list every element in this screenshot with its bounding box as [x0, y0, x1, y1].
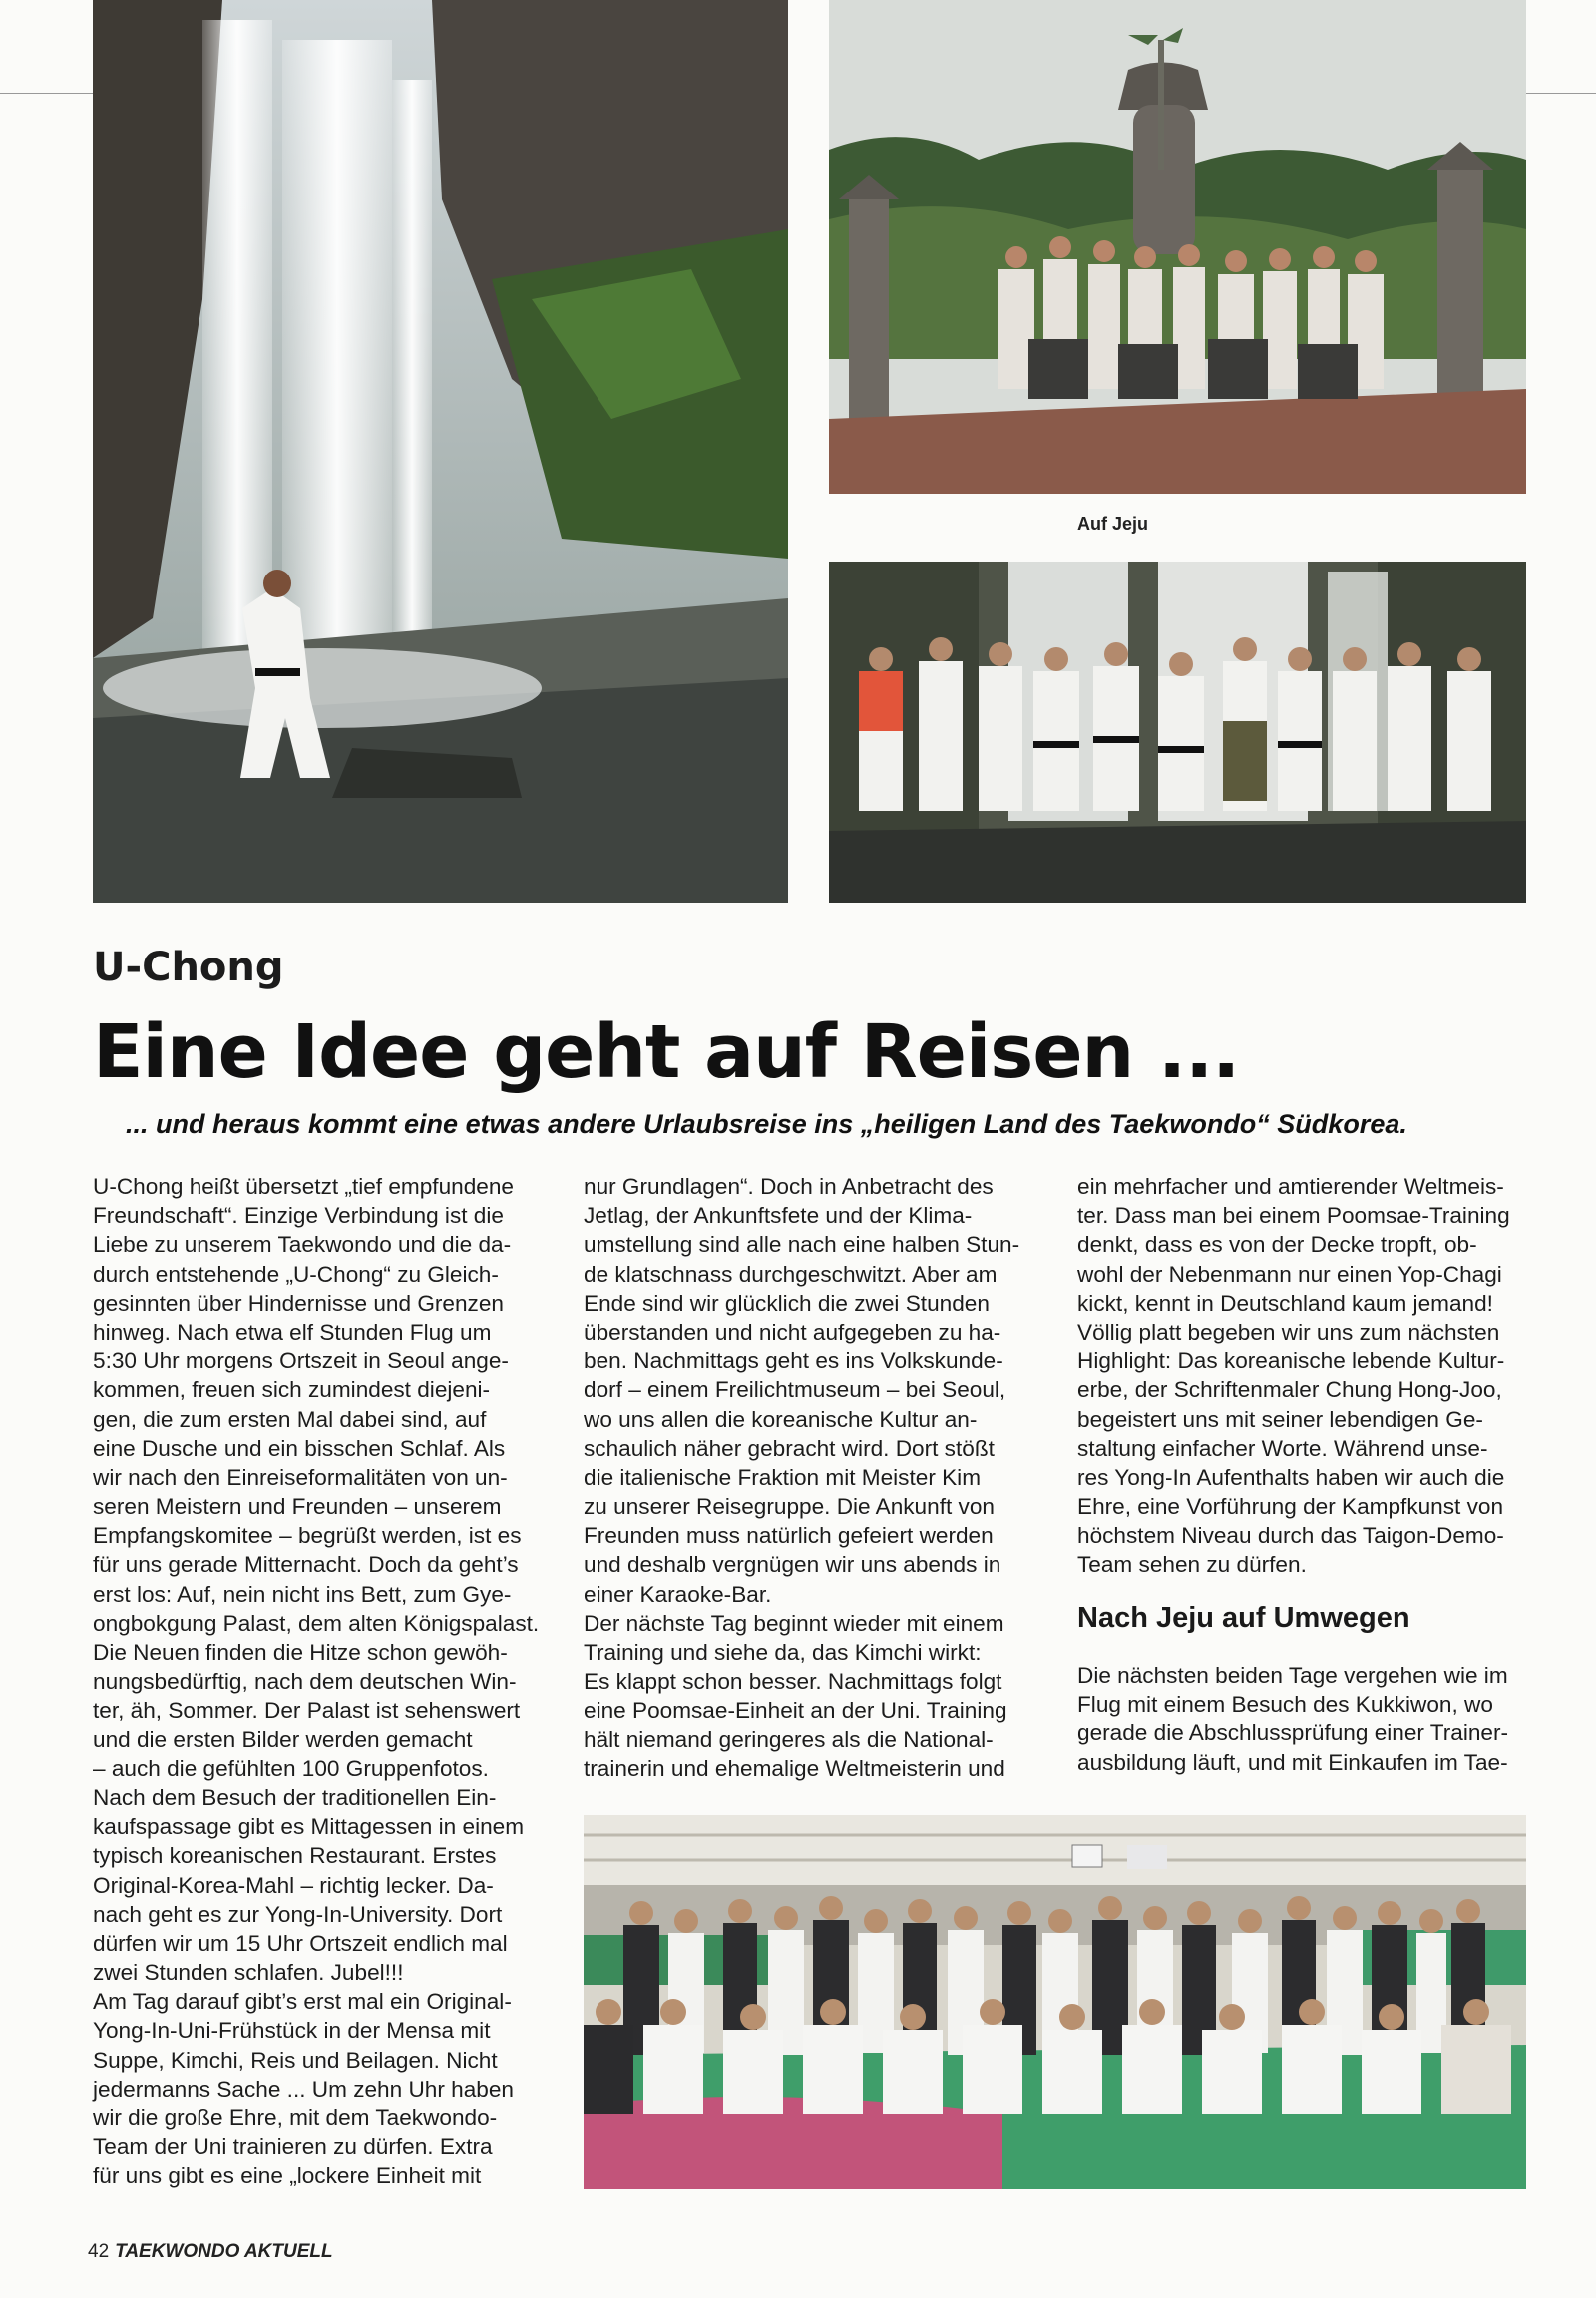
text-line: Am Tag darauf gibt’s erst mal ein Original- — [93, 1989, 512, 2015]
text-line: gerade die Abschlussprüfung einer Trainer- — [1077, 1721, 1509, 1746]
text-line: Nach dem Besuch der traditionellen Ein- — [93, 1784, 497, 1810]
article-column-2 — [584, 1172, 1042, 1783]
text-line: Die nächsten beiden Tage vergehen wie im — [1077, 1663, 1508, 1688]
text-line: wohl der Nebenmann nur einen Yop-Chagi — [1077, 1261, 1502, 1287]
text-line: nach geht es zur Yong-In-University. Dort — [93, 1901, 503, 1927]
text-line: ter. Dass man bei einem Poomsae-Training — [1077, 1203, 1510, 1229]
article-column-1 — [93, 1172, 542, 2191]
text-line: durch entstehende „U-Chong“ zu Gleich- — [93, 1261, 499, 1287]
text-line: und die ersten Bilder werden gemacht — [93, 1726, 473, 1752]
article-headline: Eine Idee geht auf Reisen ... — [93, 1009, 1240, 1095]
section-heading: Nach Jeju auf Umwegen — [1077, 1602, 1410, 1634]
text-line: Liebe zu unserem Taekwondo und die da- — [93, 1232, 512, 1258]
text-line: umstellung sind alle nach eine halben Stun- — [584, 1232, 1020, 1258]
text-line: die italienische Fraktion mit Meister Kim — [584, 1464, 982, 1490]
text-line: kommen, freuen sich zumindest diejeni- — [93, 1377, 491, 1403]
text-line: zwei Stunden schlafen. Jubel!!! — [93, 1960, 404, 1986]
text-line: Training und siehe da, das Kimchi wirkt: — [584, 1640, 982, 1665]
text-line: Flug mit einem Besuch des Kukkiwon, wo — [1077, 1692, 1493, 1718]
text-line: hält niemand geringeres als die National- — [584, 1726, 994, 1752]
text-line: wir die große Ehre, mit dem Taekwondo- — [93, 2106, 498, 2130]
text-line: erst los: Auf, nein nicht ins Bett, zum Gye- — [93, 1581, 512, 1607]
text-line: Suppe, Kimchi, Reis und Beilagen. Nicht — [93, 2047, 498, 2073]
text-line: Empfangskomitee – begrüßt werden, ist es — [93, 1523, 522, 1549]
photo-training-hall — [584, 1815, 1526, 2189]
text-line: gen, die zum ersten Mal dabei sind, auf — [93, 1406, 487, 1432]
text-line: Ehre, eine Vorführung der Kampfkunst von — [1077, 1494, 1504, 1520]
text-line: Völlig platt begeben wir uns zum nächsten — [1077, 1319, 1500, 1344]
text-line: res Yong-In Aufenthalts haben wir auch die — [1077, 1464, 1505, 1490]
text-line: ter, äh, Sommer. Der Palast ist sehenswert — [93, 1698, 521, 1724]
text-line: Jetlag, der Ankunftsfete und der Klima- — [584, 1203, 973, 1229]
text-line: Highlight: Das koreanische lebende Kultur- — [1077, 1348, 1505, 1374]
text-line: U-Chong heißt übersetzt „tief empfundene — [93, 1174, 514, 1199]
text-line: schaulich näher gebracht wird. Dort stößt — [584, 1435, 995, 1461]
top-rule-right — [1526, 93, 1596, 94]
text-line: einer Karaoke-Bar. — [584, 1581, 772, 1607]
top-rule-left — [0, 93, 93, 94]
text-line: überstanden und nicht aufgegeben zu ha- — [584, 1319, 1001, 1344]
text-line: seren Meistern und Freunden – unserem — [93, 1494, 502, 1520]
text-line: dürfen wir um 15 Uhr Ortszeit endlich mal — [93, 1930, 508, 1956]
text-line: typisch koreanischen Restaurant. Erstes — [93, 1843, 497, 1869]
text-line: für uns gibt es eine „lockere Einheit mit — [93, 2163, 482, 2189]
text-line: zu unserer Reisegruppe. Die Ankunft von — [584, 1494, 995, 1520]
text-line: dorf – einem Freilichtmuseum – bei Seoul, — [584, 1377, 1006, 1403]
text-line: Yong-In-Uni-Frühstück in der Mensa mit — [93, 2018, 491, 2044]
article-kicker: U-Chong — [93, 945, 284, 990]
text-line: eine Dusche und ein bisschen Schlaf. Als — [93, 1435, 506, 1461]
text-line: wo uns allen die koreanische Kultur an- — [584, 1406, 978, 1432]
text-line: de klatschnass durchgeschwitzt. Aber am — [584, 1261, 998, 1287]
article-column-3-continued — [1077, 1661, 1536, 1777]
text-line: ein mehrfacher und amtierender Weltmeis- — [1077, 1174, 1504, 1199]
text-line: Original-Korea-Mahl – richtig lecker. Da- — [93, 1872, 494, 1898]
text-line: hinweg. Nach etwa elf Stunden Flug um — [93, 1319, 492, 1344]
text-line: ongbokgung Palast, dem alten Königspalast. — [93, 1610, 540, 1636]
text-line: Freunden muss natürlich gefeiert werden — [584, 1523, 994, 1549]
text-line: eine Poomsae-Einheit an der Uni. Training — [584, 1698, 1007, 1724]
text-line: nungsbedürftig, nach dem deutschen Win- — [93, 1669, 517, 1695]
text-line: kickt, kennt in Deutschland kaum jemand! — [1077, 1290, 1493, 1316]
text-line: Es klappt schon besser. Nachmittags folgt — [584, 1669, 1002, 1695]
text-line: ausbildung läuft, und mit Einkaufen im Tae- — [1077, 1749, 1508, 1775]
text-line: für uns gerade Mitternacht. Doch da geht’s — [93, 1552, 519, 1578]
text-line: Die Neuen finden die Hitze schon gewöh- — [93, 1640, 508, 1665]
text-line: erbe, der Schriftenmaler Chung Hong-Joo, — [1077, 1377, 1502, 1403]
text-line: wir nach den Einreiseformalitäten von un- — [93, 1464, 508, 1490]
page-footer — [88, 2241, 333, 2263]
text-line: trainerin und ehemalige Weltmeisterin und — [584, 1755, 1005, 1781]
text-line: und deshalb vergnügen wir uns abends in — [584, 1552, 1001, 1578]
text-line: 5:30 Uhr morgens Ortszeit in Seoul ange- — [93, 1348, 509, 1374]
photo-waterfall-group — [829, 562, 1526, 903]
photo-waterfall-kick — [93, 0, 788, 903]
text-line: denkt, dass es von der Decke tropft, ob- — [1077, 1232, 1477, 1258]
text-line: Ende sind wir glücklich die zwei Stunden — [584, 1290, 990, 1316]
photo-caption: Auf Jeju — [1077, 514, 1149, 534]
text-line: – auch die gefühlten 100 Gruppenfotos. — [93, 1755, 489, 1781]
text-line: Team der Uni trainieren zu dürfen. Extra — [93, 2134, 493, 2160]
text-line: begeistert uns mit seiner lebendigen Ge- — [1077, 1406, 1483, 1432]
text-line: kaufspassage gibt es Mittagessen in einem — [93, 1814, 525, 1840]
text-line: staltung einfacher Worte. Während unse- — [1077, 1435, 1488, 1461]
magazine-name: TAEKWONDO AKTUELL — [115, 2241, 333, 2262]
text-line: Team sehen zu dürfen. — [1077, 1552, 1307, 1578]
text-line: gesinnten über Hindernisse und Grenzen — [93, 1290, 504, 1316]
text-line: nur Grundlagen“. Doch in Anbetracht des — [584, 1174, 994, 1199]
photo-jeju-statue — [829, 0, 1526, 494]
article-subhead: ... und heraus kommt eine etwas andere Urlaubsreise ins „heiligen Land des Taekwondo“ Südkorea. — [126, 1109, 1407, 1139]
text-line: jedermanns Sache ... Um zehn Uhr haben — [93, 2076, 514, 2102]
text-line: ben. Nachmittags geht es ins Volkskunde- — [584, 1348, 1003, 1374]
article-column-3 — [1077, 1172, 1536, 1580]
text-line: höchstem Niveau durch das Taigon-Demo- — [1077, 1523, 1504, 1549]
page-number: 42 — [88, 2241, 110, 2262]
text-line: Der nächste Tag beginnt wieder mit einem — [584, 1610, 1004, 1636]
text-line: Freundschaft“. Einzige Verbindung ist die — [93, 1203, 504, 1229]
